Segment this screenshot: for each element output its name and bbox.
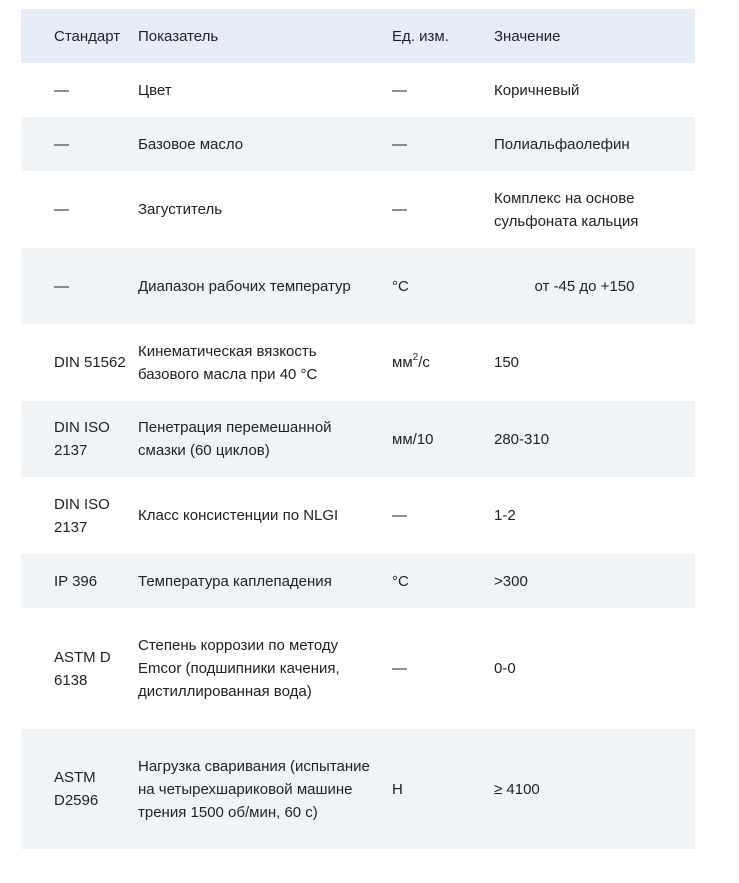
cell-standard: — [54, 201, 69, 218]
cell-standard: — [54, 135, 69, 153]
cell-value: 1-2 [494, 507, 516, 524]
cell-unit: °C [392, 572, 409, 590]
cell-value: 150 [494, 354, 520, 371]
cell-unit: — [392, 660, 407, 677]
cell-parameter: Кинематическая вязкость базового масла при 40 °C [138, 342, 318, 383]
cell-value: от -45 до +150 [534, 277, 635, 295]
table-header [21, 9, 695, 63]
table-row [21, 554, 695, 608]
cell-unit [392, 351, 494, 374]
cell-unit: мм/10 [392, 430, 434, 448]
cell-unit: °C [392, 277, 409, 295]
cell-parameter: Нагрузка сваривания (испытание на четырехшариковой машине трения 1500 об/мин, 60 с) [138, 757, 370, 821]
cell-value: Полиальфаолефин [494, 135, 630, 153]
header-parameter: Показатель [138, 27, 219, 45]
cell-value: 0-0 [494, 660, 516, 677]
table-row [21, 171, 695, 248]
header-unit: Ед. изм. [392, 27, 449, 45]
header-standard: Стандарт [54, 27, 121, 45]
unit-tail: /с [418, 354, 430, 371]
specs-table [21, 9, 695, 849]
cell-unit: — [392, 135, 407, 153]
cell-parameter: Класс консистенции по NLGI [138, 507, 339, 524]
table-row [21, 608, 695, 729]
cell-value: 280-310 [494, 430, 550, 448]
cell-value: ≥ 4100 [494, 780, 540, 798]
table-row [21, 117, 695, 171]
cell-standard: ASTM D 6138 [54, 648, 111, 689]
cell-standard: — [54, 81, 69, 99]
table-row [21, 63, 695, 117]
table-row [21, 477, 695, 554]
cell-unit: — [392, 201, 407, 218]
cell-value: Коричневый [494, 81, 580, 99]
cell-unit: — [392, 507, 407, 524]
cell-parameter: Базовое масло [138, 135, 244, 153]
cell-unit: — [392, 81, 407, 99]
cell-parameter: Загуститель [138, 201, 223, 218]
cell-parameter: Степень коррозии по методу Emcor (подшипники качения, дистиллированная вода) [138, 637, 340, 700]
cell-standard: ASTM D2596 [54, 769, 99, 809]
cell-parameter: Диапазон рабочих температур [138, 277, 351, 295]
cell-parameter: Цвет [138, 81, 172, 99]
cell-standard: DIN ISO 2137 [54, 419, 110, 459]
cell-parameter: Пенетрация перемешанной смазки (60 циклов) [138, 419, 332, 459]
cell-standard: DIN 51562 [54, 354, 126, 371]
cell-value: Комплекс на основе сульфоната кальция [494, 189, 639, 230]
cell-unit: Н [392, 780, 403, 798]
cell-parameter: Температура каплепадения [138, 572, 332, 590]
cell-standard: — [54, 277, 69, 295]
table-row [21, 324, 695, 401]
unit-superscript: 2 [412, 352, 419, 363]
header-value: Значение [494, 27, 561, 45]
cell-value: >300 [494, 572, 528, 590]
table-row [21, 729, 695, 849]
table-row [21, 401, 695, 477]
cell-standard: DIN ISO 2137 [54, 495, 110, 536]
table-row [21, 248, 695, 324]
unit-base: мм [392, 354, 413, 371]
cell-standard: IP 396 [54, 572, 98, 590]
